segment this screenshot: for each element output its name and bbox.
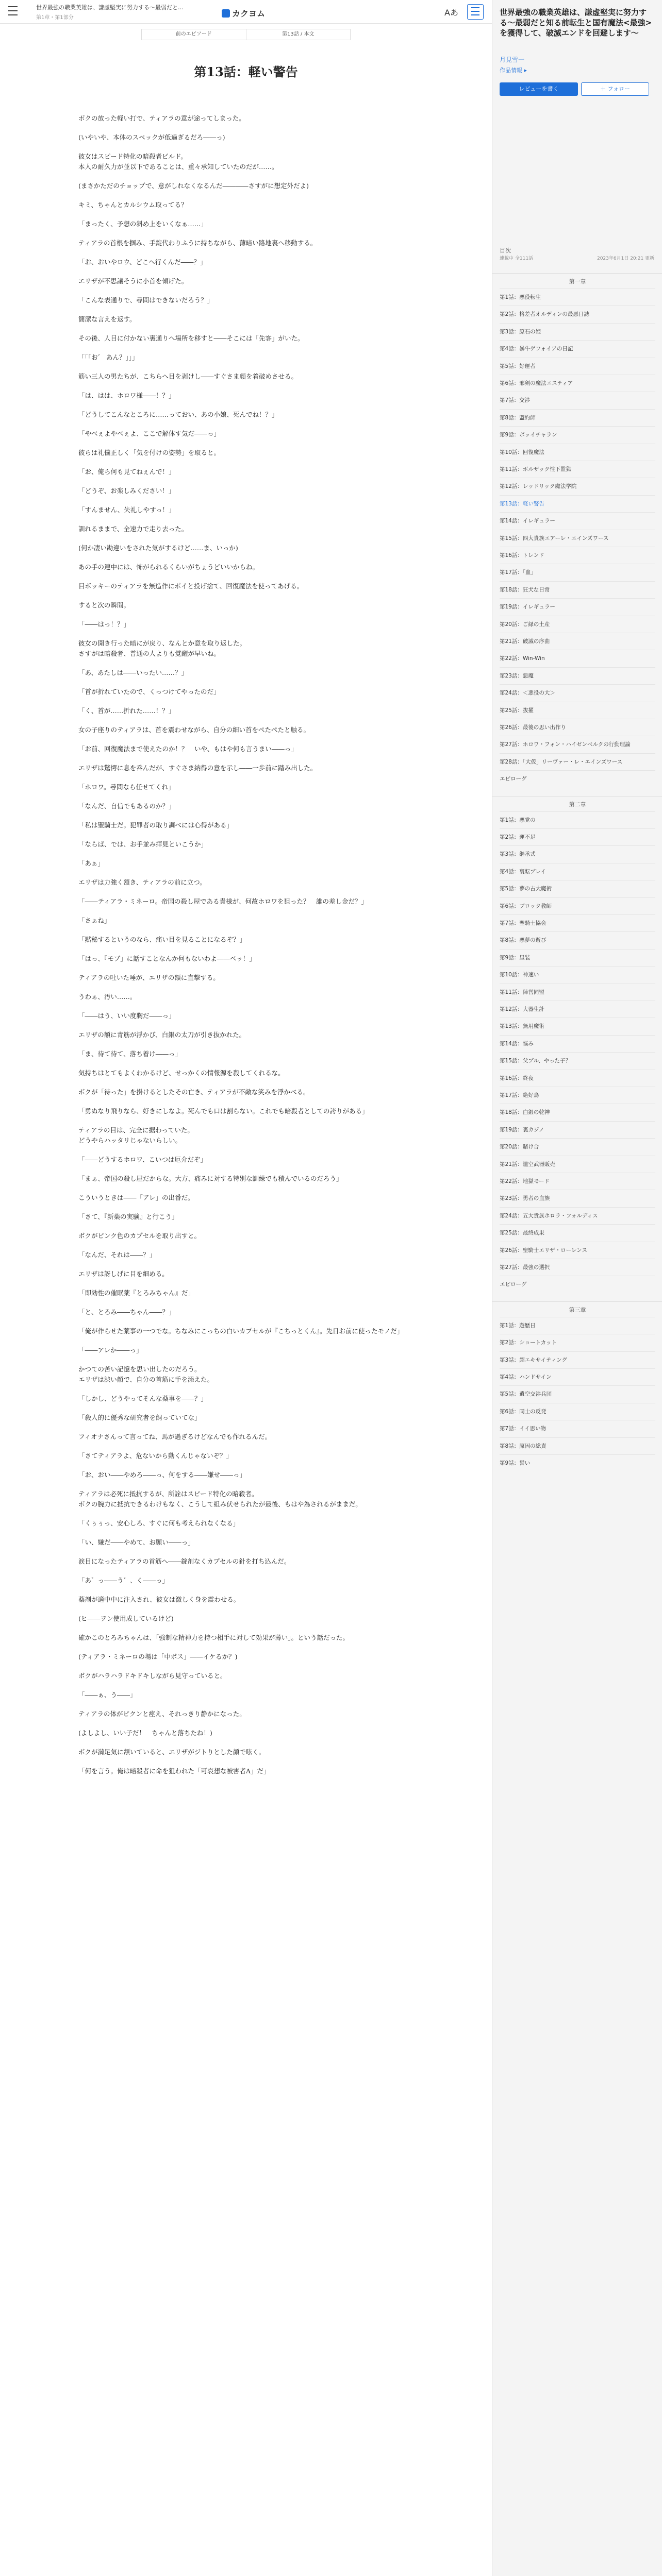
site-logo[interactable] xyxy=(222,7,265,19)
toc-episode-link[interactable]: 第11話：陣営同盟 xyxy=(500,989,544,995)
toc-separator xyxy=(500,845,655,846)
toc-episode-link[interactable]: 第4話：裏転ブレイ xyxy=(500,868,546,875)
toc-episode-link[interactable]: 第12話：大器生計 xyxy=(500,1006,544,1012)
toc-separator xyxy=(500,949,655,950)
body-paragraph: キミ、ちゃんとカルシウム取ってる？ xyxy=(78,201,188,209)
top-header xyxy=(0,0,492,24)
body-paragraph: 「い、嫌だ――やめて、お願い――っ」 xyxy=(78,1538,194,1546)
toc-episode-link[interactable]: 第19話：イレギュラー xyxy=(500,604,555,611)
body-paragraph: 「はっ、『モブ」に話すことなんか何もないわよ――ベッ！」 xyxy=(78,955,256,962)
toc-episode-link[interactable]: 第20話：賭け合 xyxy=(500,1144,539,1150)
body-paragraph: 「すんません、失礼しやすっ！」 xyxy=(78,506,175,514)
toc-episode-link[interactable]: 第14話：悩み xyxy=(500,1040,534,1047)
hamburger-icon[interactable] xyxy=(4,3,22,21)
episode-nav xyxy=(141,29,351,40)
body-paragraph: 「あぁ」 xyxy=(78,859,104,867)
body-paragraph: 「ホロワ。尋問なら任せてくれ」 xyxy=(78,783,175,791)
list-icon[interactable] xyxy=(467,4,484,20)
body-paragraph: (まさかただのチョップで、意がしれなくなるんだ――――さすがに想定外だよ) xyxy=(78,182,309,190)
toc-episode-link[interactable]: 第1話：悪党の xyxy=(500,817,536,823)
toc-separator xyxy=(500,1052,655,1053)
toc-separator xyxy=(500,897,655,898)
toc-episode-link[interactable]: 第3話：原石の姫 xyxy=(500,328,541,335)
toc-separator xyxy=(500,811,655,812)
body-paragraph: 彼らは礼儀正しく「気を付けの姿勢」を取ると。 xyxy=(78,449,221,456)
toc-separator xyxy=(500,914,655,915)
body-paragraph: 「何を言う。俺は暗殺者に命を狙われた「可哀想な被害者A」だ」 xyxy=(78,1767,270,1775)
toc-episode-link[interactable]: 第8話：盟約師 xyxy=(500,414,536,421)
header-subtitle: 第1章・第1部分 xyxy=(36,15,74,21)
body-paragraph: かつての苦い記憶を思い出したのだろう。 エリザは渋い顔で、自分の首筋に手を添えた。 xyxy=(78,1365,214,1383)
work-detail-link[interactable]: 作品情報 ▸ xyxy=(500,67,527,74)
body-paragraph: 「どうしてこんなところに……っておい、あの小娘、死んでね！？」 xyxy=(78,411,278,418)
body-paragraph: 彼女の開き行った暗にが戻り、なんとか意を取り返した。 さすがは暗殺者、普通の人よりも覚醒が早いね。 xyxy=(78,639,246,657)
logo-text: カクヨム xyxy=(232,9,266,19)
body-paragraph: 確かこのとろみちゃんは、「強制な精神力を持つ相手に対して効果が薄い」。という話だった。 xyxy=(78,1634,350,1641)
toc-separator xyxy=(500,770,655,771)
toc-episode-link[interactable]: 第18話：白銀の乾神 xyxy=(500,1109,550,1116)
toc-separator xyxy=(500,1437,655,1438)
body-paragraph: 「く、首が……折れた……！？」 xyxy=(78,707,175,715)
toc-separator xyxy=(500,1121,655,1122)
body-paragraph: 薬剤が適中中に注入され、彼女は激しく身を震わせる。 xyxy=(78,1596,240,1603)
body-paragraph: 涙目になったティアラの首筋へ――錠剤なくカプセルの針を打ち込んだ。 xyxy=(78,1557,291,1565)
toc-separator xyxy=(500,426,655,427)
body-paragraph: 気持ちはとてもよくわかるけど、せっかくの情報源を殺してくれるな。 xyxy=(78,1069,285,1077)
toc-updated: 2023年6月1日 20:21 更新 xyxy=(597,256,654,261)
body-paragraph: 「――はっ！？」 xyxy=(78,620,130,628)
body-paragraph: 「と、とろみ――ちゃん――？」 xyxy=(78,1308,175,1316)
toc-episode-link[interactable]: 第5話：好運者 xyxy=(500,363,536,369)
body-paragraph: 「俺が作らせた薬事の一つでな。ちなみにこっちの白いカプセルが『こちっとくん』。先日お前に使ったモノだ」 xyxy=(78,1327,404,1335)
toc-separator xyxy=(500,667,655,668)
body-paragraph: 「なんだ、自信でもあるのか？」 xyxy=(78,802,175,810)
body-paragraph: エリザは訝しげに目を細める。 xyxy=(78,1270,169,1278)
toc-episode-link[interactable]: 第2話：格差者オルディンの最悪日誌 xyxy=(500,311,589,318)
body-paragraph: すると次の瞬間。 xyxy=(78,601,130,609)
toc-episode-link[interactable]: エピローグ xyxy=(500,776,527,783)
body-paragraph: 「ま、待て待て、落ち着け――っ」 xyxy=(78,1050,181,1058)
chapter-divider xyxy=(492,273,662,274)
toc-episode-link[interactable]: 第24話：＜悪役の大＞ xyxy=(500,690,555,697)
toc-episode-link[interactable]: 第27話：ホロワ・フォン・ハイゼンベルクの行動理論 xyxy=(500,741,631,748)
body-paragraph: 「黙秘するというのなら、痛い目を見ることになるぞ？」 xyxy=(78,936,246,943)
body-paragraph: 「やべぇよやべぇよ、ここで解体す気だ――っ」 xyxy=(78,430,221,437)
prev-episode-link[interactable]: 前のエピソード xyxy=(175,31,212,37)
toc-episode-link[interactable]: 第10話：神速い xyxy=(500,972,539,978)
toc-episode-link[interactable]: 第7話：イイ思い物 xyxy=(500,1426,547,1432)
toc-episode-link[interactable]: 第10話：回復魔法 xyxy=(500,449,544,455)
body-paragraph: あの手の連中には、怖がられるくらいがちょうどいいからね。 xyxy=(78,563,259,571)
body-paragraph: 「首が折れていたので、くっつけてやったのだ」 xyxy=(78,688,220,696)
body-paragraph: 「ならば、では、お手並み拝見といこうか」 xyxy=(78,840,208,848)
body-paragraph: 「しかし、どうやってそんな薬事を――？」 xyxy=(78,1395,208,1402)
body-paragraph: 彼女はスピード特化の暗殺者ビルド。 本人の耐久力が並以下であることは、重々承知していたのだが……。 xyxy=(78,152,278,171)
toc-separator xyxy=(500,1207,655,1208)
toc-episode-link[interactable]: 第13話：無用魔術 xyxy=(500,1023,544,1030)
toc-episode-link[interactable]: 第8話：原因の総責 xyxy=(500,1443,547,1449)
episode-position: 第13話 / 本文 xyxy=(246,29,351,40)
body-paragraph: 「なんだ、それは――？」 xyxy=(78,1251,156,1259)
toc-episode-link[interactable]: 第13話：軽い警告 xyxy=(500,500,544,507)
toc-episode-link[interactable]: 第23話：悪魔 xyxy=(500,672,534,679)
toc-separator xyxy=(500,1224,655,1225)
toc-separator xyxy=(500,1035,655,1036)
body-paragraph: フィオナさんって言ってね、馬が過ぎるけどなんでも作れるんだ。 xyxy=(78,1433,272,1440)
chapter-heading: 第一章 xyxy=(569,278,586,285)
toc-episode-link[interactable]: 第9話：誓い xyxy=(500,1460,531,1466)
body-paragraph: 「お前、回復魔法まで使えたのか！？ いや、もはや何も言うまい――っ」 xyxy=(78,745,297,753)
toc-separator xyxy=(500,684,655,685)
toc-heading: 目次 xyxy=(500,247,511,254)
header-work-title[interactable]: 世界最強の職業英雄は、謙虚堅実に努力する〜最弱だと… xyxy=(36,4,184,11)
body-paragraph: 「あ、あたしは――いったい……？」 xyxy=(78,669,188,676)
body-paragraph: 訓れるままで、全速力で走り去った。 xyxy=(78,525,188,533)
body-paragraph: 「くぅぅっ、安心しろ、すぐに何も考えられなくなる」 xyxy=(78,1519,240,1527)
toc-episode-link[interactable]: 第8話：悪夢の遊び xyxy=(500,937,547,944)
toc-episode-link[interactable]: 第7話：聖騎士協会 xyxy=(500,920,547,926)
toc-episode-link[interactable]: 第24話：五大貴族ホロラ・フォルディス xyxy=(500,1212,598,1219)
body-paragraph: 「私は聖騎士だ。犯罪者の取り調べには心得がある」 xyxy=(78,821,234,829)
body-paragraph: 「――ぁ、う――」 xyxy=(78,1691,137,1699)
toc-episode-link[interactable]: 第26話：最後の思い出作り xyxy=(500,724,566,731)
chapter-heading: 第三章 xyxy=(569,1306,586,1313)
toc-separator xyxy=(500,581,655,582)
toc-meta xyxy=(500,255,654,261)
body-paragraph: ボクの放った軽い打で、ティアラの意が途ってしまった。 xyxy=(78,114,245,122)
body-paragraph: 「まぁ、帝国の殺し屋だからな。大方、痛みに対する特別な訓練でも積んでいるのだろう」 xyxy=(78,1175,343,1182)
body-paragraph: 「即効性の催眠薬『とろみちゃん』だ」 xyxy=(78,1289,195,1297)
body-paragraph: ボクが満足気に頷いていると、エリザがジトりとした顔で呟く。 xyxy=(78,1748,266,1756)
review-button[interactable]: レビューを書く xyxy=(500,82,578,96)
body-paragraph: 「さてティアラよ、危ないから動くんじゃないぞ？」 xyxy=(78,1452,233,1460)
toc-episode-link[interactable]: 第1話：遊歴日 xyxy=(500,1322,536,1329)
body-paragraph: うわぁ、汚い……。 xyxy=(78,993,137,1001)
toc-episode-link[interactable]: 第16話：終夜 xyxy=(500,1075,534,1081)
follow-button[interactable]: ＋ フォロー xyxy=(581,82,649,96)
body-paragraph: 「勇ぬなり飛りなら、好きにしなよ。死んでも口は割らない。これでも暗殺者としての誇りがある」 xyxy=(78,1107,369,1115)
body-paragraph: 「――アレか――っ」 xyxy=(78,1346,143,1354)
toc-episode-link[interactable]: 第15話：父ブル、やった子？ xyxy=(500,1058,571,1064)
toc-separator xyxy=(500,512,655,513)
toc-separator xyxy=(500,1385,655,1386)
toc-episode-link[interactable]: 第6話：同士の反発 xyxy=(500,1408,547,1415)
toc-episode-link[interactable]: 第1話：悪役転生 xyxy=(500,294,541,300)
toc-episode-link[interactable]: 第9話：ボッイチャラン xyxy=(500,432,557,438)
toc-separator xyxy=(500,1138,655,1139)
body-paragraph: 筋い三人の男たちが、こちらへ目を剥けし――すぐさま顔を着破めさせる。 xyxy=(78,372,298,380)
toc-episode-link[interactable]: 第4話：暴牛ゲフォイアの日記 xyxy=(500,346,573,352)
toc-episode-link[interactable]: 第22話：Win-Win xyxy=(500,655,545,662)
body-paragraph: エリザが不思議そうに小首を傾げた。 xyxy=(78,277,188,285)
body-paragraph: 「は、はは、ホロワ様――！？」 xyxy=(78,392,175,399)
toc-episode-link[interactable]: 第20話：ご縁の土産 xyxy=(500,621,550,628)
toc-separator xyxy=(500,340,655,341)
toc-episode-link[interactable]: 第28話：「大仮」リーヴァー・レ・エインズワース xyxy=(500,758,623,765)
toc-episode-link[interactable]: 第6話：邪剣の魔法エスティア xyxy=(500,380,573,386)
body-paragraph: 「――はう、いい度胸だ――っ」 xyxy=(78,1012,175,1020)
toc-episode-link[interactable]: 第4話：ハンドサイン xyxy=(500,1374,552,1380)
toc-count: 連載中 全111話 xyxy=(500,256,534,261)
body-paragraph: (ティアラ・ミネーロの場は「中ボス」――イケるか？) xyxy=(78,1653,238,1660)
toc-episode-link[interactable]: 第17話：絶好鳥 xyxy=(500,1092,539,1098)
toc-episode-link[interactable]: 第11話：ボルザック性下監獄 xyxy=(500,466,572,472)
body-paragraph: エリザは力強く頷き、ティアラの前に立つ。 xyxy=(78,878,206,886)
chapter-heading: 第二章 xyxy=(569,801,586,808)
body-paragraph: (ヒ――ヲン使用成しているけど) xyxy=(78,1615,174,1622)
body-paragraph: ティアラは必死に抵抗するが、所詮はスピード特化の暗殺者。 ボクの腕力に抵抗できるわけもなく、こうして組み伏せられたが最後、もはや為されるがままだ。 xyxy=(78,1490,362,1508)
body-paragraph: 「お、おいやロウ、どこへ行くんだ――？」 xyxy=(78,258,207,266)
toc-separator xyxy=(500,1351,655,1352)
toc-episode-link[interactable]: 第19話：裏カジノ xyxy=(500,1126,544,1133)
body-paragraph: 「まったく、予想の斜め上をいくなぁ……」 xyxy=(78,220,207,228)
sidebar-work-title[interactable]: 世界最強の職業英雄は、謙虚堅実に努力する〜最弱だと知る前転生と国有魔法<最強>を獲得して、破滅エンドを回避します〜 xyxy=(500,8,652,38)
body-paragraph: ティアラの首根を掴み、手錠代わりふうに持ちながら、薄暗い路地裏へ移動する。 xyxy=(78,239,317,247)
toc-separator xyxy=(500,409,655,410)
toc-episode-link[interactable]: 第6話：ブロック教師 xyxy=(500,903,552,909)
toc-episode-link[interactable]: 第9話：星装 xyxy=(500,954,531,961)
toc-separator xyxy=(500,323,655,324)
toc-separator xyxy=(500,1454,655,1455)
toc-episode-link[interactable]: 第21話：遺空武器販売 xyxy=(500,1161,555,1167)
body-paragraph: ティアラの目は、完全に据わっていた。 どうやらハッタリじゃないらしい。 xyxy=(78,1126,194,1144)
toc-episode-link[interactable]: 第16話：トレンド xyxy=(500,552,544,558)
chapter-divider xyxy=(492,1301,662,1302)
toc-episode-link[interactable]: 第2話：運不足 xyxy=(500,834,536,840)
body-paragraph: 「お、おい――やめろ――っ、何をする――嫌せ――っ」 xyxy=(78,1471,246,1479)
body-paragraph: ボクがハラハラドキドキしながら見守っていると。 xyxy=(78,1672,227,1680)
body-paragraph: 「どうぞ、お楽しみください！」 xyxy=(78,487,175,495)
toc-episode-link[interactable]: 第5話：夢の古大魔術 xyxy=(500,886,552,892)
toc-episode-link[interactable]: 第17話：「血」 xyxy=(500,569,537,576)
episode-title: 第13話：軽い警告 xyxy=(194,64,298,79)
toc-episode-link[interactable]: 第27話：最強の選択 xyxy=(500,1264,550,1270)
body-paragraph: 「お、俺ら何も見てねぇんで！」 xyxy=(78,468,175,476)
body-paragraph: 「「「お゛ あん？」」」 xyxy=(78,353,139,361)
body-paragraph: 「さて、『新薬の実験』と行こう」 xyxy=(78,1213,178,1221)
body-paragraph: 「――どうするホロワ、こいつは厄介だぞ」 xyxy=(78,1156,207,1163)
toc-episode-link[interactable]: 第5話：遺空交渉兵団 xyxy=(500,1391,552,1398)
body-paragraph: 簡潔な言えを返す。 xyxy=(78,315,136,323)
toc-episode-link[interactable]: 第26話：聖騎士エリザ・ローレンス xyxy=(500,1247,587,1253)
toc-separator xyxy=(500,1368,655,1369)
body-paragraph: 「こんな表通りで、尋問はできないだろう？」 xyxy=(78,296,214,304)
body-paragraph: その後、人目に付かない裏通りへ場所を移すと――そこには「先客」がいた。 xyxy=(78,334,304,342)
body-paragraph: エリザは驚愕に息を呑んだが、すぐさま納得の意を示し――一歩前に踏み出した。 xyxy=(78,764,317,772)
kakuyomu-logo-icon xyxy=(222,9,230,18)
font-size-button[interactable]: Aあ xyxy=(444,8,458,18)
toc-episode-link[interactable]: エピローグ xyxy=(500,1281,527,1288)
body-paragraph: (よしよし、いい子だ！ ちゃんと落ちたね！) xyxy=(78,1729,212,1737)
toc-episode-link[interactable]: 第2話：ショートカット xyxy=(500,1340,557,1346)
author-link[interactable]: 月見雪一 xyxy=(500,56,525,63)
toc-separator xyxy=(500,966,655,967)
toc-separator xyxy=(500,598,655,599)
toc-episode-link[interactable]: 第15話：四大貴族エアーレ・エインズワース xyxy=(500,535,609,541)
toc-episode-link[interactable]: 第7話：交渉 xyxy=(500,397,531,404)
body-paragraph: エリザの額に青筋が浮かび、白銀の太刀が引き抜かれた。 xyxy=(78,1031,246,1039)
body-paragraph: ボクが「待った」を掛けるとしたその亡き、ティアラが不敵な笑みを浮かべる。 xyxy=(78,1088,310,1096)
body-paragraph: 女の子座りのティアラは、首を震わせながら、自分の細い首をぺたぺたと触る。 xyxy=(78,726,310,734)
toc-episode-link[interactable]: 第18話：狂犬な日常 xyxy=(500,586,550,593)
toc-episode-link[interactable]: 第25話：抜擢 xyxy=(500,707,534,714)
body-paragraph: 「あ゛っ――う゛、く――っ」 xyxy=(78,1577,169,1584)
body-paragraph: (何か凄い勘違いをされた気がするけど……ま、いっか) xyxy=(78,544,238,552)
toc-separator xyxy=(500,753,655,754)
body-paragraph: ボクがピンク色のカプセルを取り出すと。 xyxy=(78,1232,201,1240)
body-paragraph: 「殺人的に優秀な研究者を飼っていてな」 xyxy=(78,1414,201,1421)
episode-body xyxy=(78,113,413,1785)
body-paragraph: こういうときは――「アレ」の出番だ。 xyxy=(78,1194,194,1201)
toc-separator xyxy=(500,828,655,829)
toc-episode-link[interactable]: 第12話：レッドリック魔法学院 xyxy=(500,483,577,490)
body-paragraph: 目ボッキーのティアラを無造作にポイと投げ捨て、回復魔法を使ってあげる。 xyxy=(78,582,304,590)
sidebar xyxy=(492,0,662,2576)
body-paragraph: 「さぁね」 xyxy=(78,917,111,924)
toc-episode-link[interactable]: 第3話：継承式 xyxy=(500,851,536,858)
body-paragraph: ティアラの体がピクンと痙え、それっきり静かになった。 xyxy=(78,1710,246,1718)
toc-episode-link[interactable]: 第14話：イレギュラー xyxy=(500,518,555,524)
toc-episode-link[interactable]: 第25話：最終成果 xyxy=(500,1230,544,1236)
toc-separator xyxy=(500,931,655,932)
body-paragraph: (いやいや、本体のスペックが低過ぎるだろ――っ) xyxy=(78,133,225,141)
toc-episode-link[interactable]: 第23話：勇者の血族 xyxy=(500,1195,550,1202)
toc-episode-link[interactable]: 第22話：地獄モード xyxy=(500,1178,550,1184)
body-paragraph: ティアラの吐いた唾が、エリザの額に直撃する。 xyxy=(78,974,220,981)
body-paragraph: 「――ティアラ・ミネーロ。帝国の殺し屋である貴様が、何故ホロワを狙った？ 誰の差し金だ？」 xyxy=(78,897,368,905)
toc-episode-link[interactable]: 第3話：超エキサイティング xyxy=(500,1357,567,1363)
toc-separator xyxy=(500,495,655,496)
toc-episode-link[interactable]: 第21話：破滅の序曲 xyxy=(500,638,550,645)
